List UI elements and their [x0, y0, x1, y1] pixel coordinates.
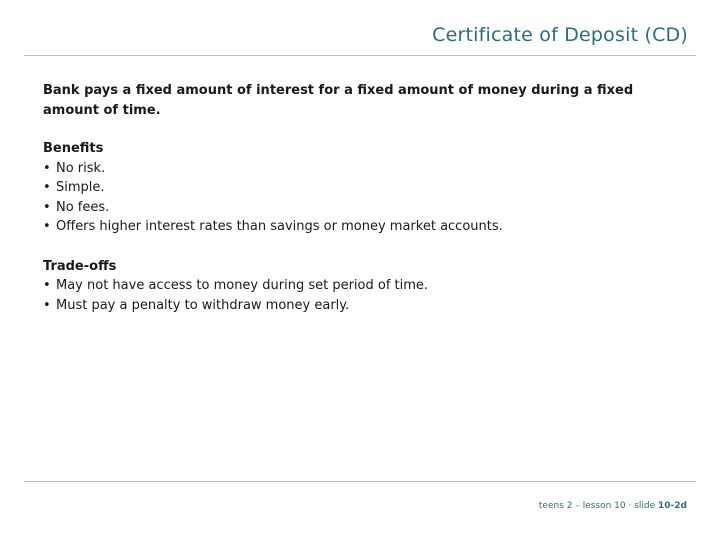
slide-title: Certificate of Deposit (CD): [432, 24, 688, 46]
list-item: [43, 217, 673, 237]
bottom-divider: [24, 481, 696, 482]
benefits-section: [43, 139, 673, 237]
top-divider: [24, 55, 696, 56]
list-item-text: Must pay a penalty to withdraw money early.: [56, 297, 350, 313]
footer-text: teens 2 – lesson 10 · slide: [538, 501, 659, 511]
footer: [539, 501, 687, 511]
slide-content: [43, 81, 673, 335]
footer-slide-number: 10-2d: [658, 501, 687, 511]
list-item-text: Simple.: [56, 180, 105, 195]
bullet-icon: •: [43, 160, 51, 176]
list-item: [43, 296, 673, 316]
benefits-heading: Benefits: [43, 141, 104, 156]
bullet-icon: •: [43, 219, 51, 234]
list-item-text: Offers higher interest rates than savings or money market accounts.: [56, 219, 503, 234]
bullet-icon: •: [43, 278, 51, 293]
benefits-list: [43, 159, 673, 237]
tradeoffs-heading: Trade-offs: [43, 258, 117, 274]
list-item: [43, 159, 673, 179]
list-item: [43, 178, 673, 198]
list-item-text: No risk.: [56, 160, 106, 176]
list-item: [43, 198, 673, 218]
bullet-icon: •: [43, 180, 51, 195]
list-item: [43, 276, 673, 296]
intro-text: Bank pays a fixed amount of interest for a fixed amount of money during a fixed amount of time.: [43, 83, 634, 118]
tradeoffs-list: [43, 276, 673, 315]
bullet-icon: •: [43, 297, 51, 313]
list-item-text: No fees.: [56, 199, 110, 215]
tradeoffs-section: [43, 257, 673, 316]
list-item-text: May not have access to money during set period of time.: [56, 278, 429, 293]
bullet-icon: •: [43, 199, 51, 215]
